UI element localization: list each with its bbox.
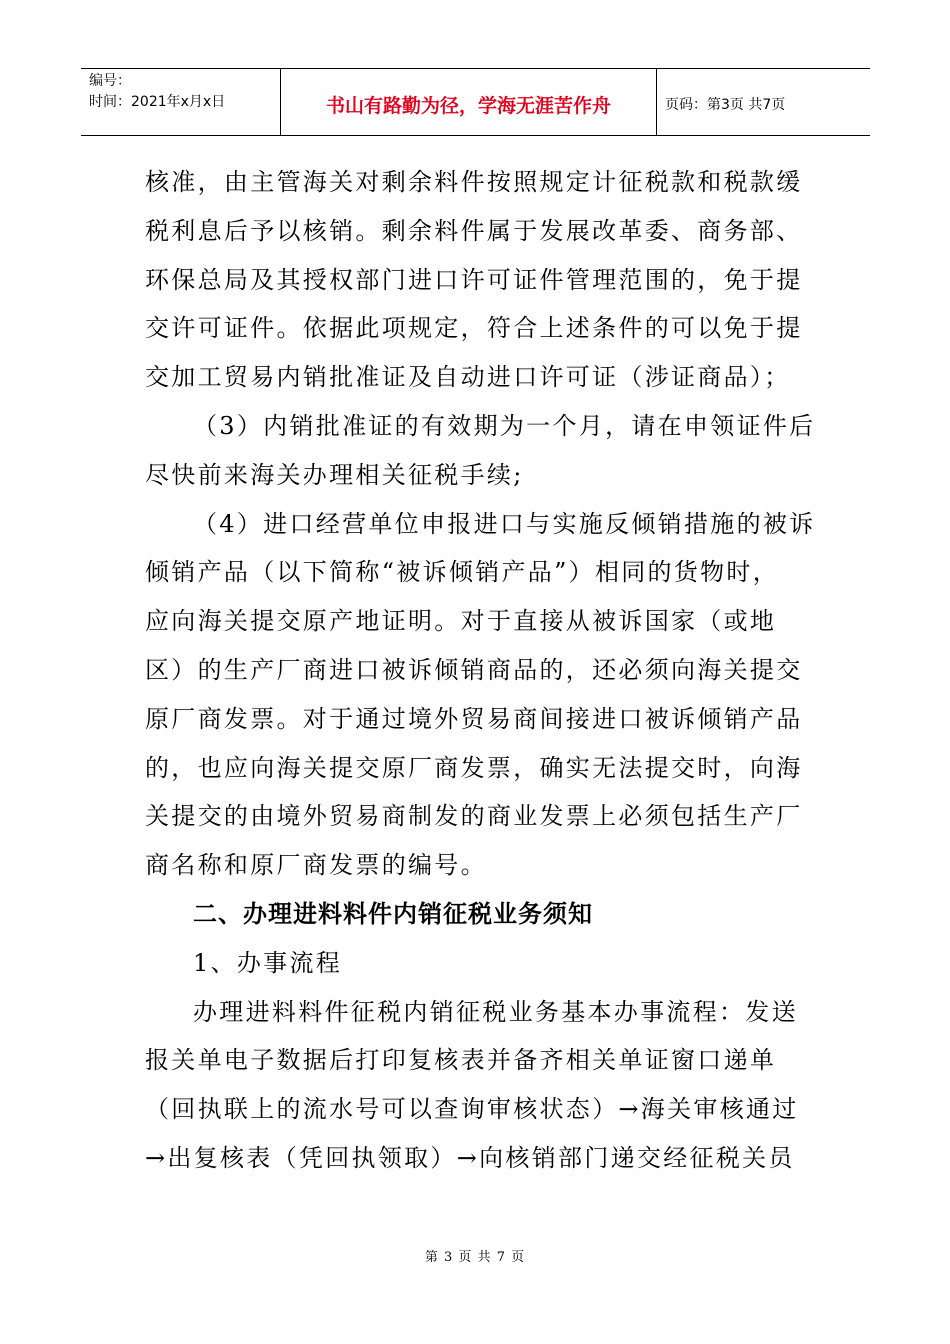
body-line: 尽快前来海关办理相关征税手续; [145, 460, 524, 489]
body-line: （4）进口经营单位申报进口与实施反倾销措施的被诉 [193, 509, 816, 538]
header-page-info: 页码：第3页 共7页 [665, 97, 786, 113]
page-header [81, 68, 870, 136]
body-line: →出复核表（凭回执领取）→向核销部门递交经征税关员 [145, 1143, 795, 1172]
page-footer: 第 3 页 共 7 页 [424, 1250, 526, 1265]
body-line: 报关单电子数据后打印复核表并备齐相关单证窗口递单 [145, 1046, 777, 1075]
body-line: 税利息后予以核销。剩余料件属于发展改革委、商务部、 [145, 216, 803, 245]
body-line: 核准，由主管海关对剩余料件按照规定计征税款和税款缓 [145, 168, 803, 196]
body-line: 商名称和原厂商发票的编号。 [145, 851, 487, 880]
body-line: 原厂商发票。对于通过境外贸易商间接进口被诉倾销产品 [145, 704, 803, 733]
document-time: 时间：2021年x月x日 [89, 94, 226, 110]
subsection-heading: 1、办事流程 [193, 948, 343, 977]
body-line: 环保总局及其授权部门进口许可证件管理范围的，免于提 [145, 265, 803, 294]
section-heading: 二、办理进料料件内销征税业务须知 [193, 899, 593, 928]
body-line: 交加工贸易内销批准证及自动进口许可证（涉证商品）； [145, 363, 791, 392]
body-line: 交许可证件。依据此项规定，符合上述条件的可以免于提 [145, 314, 803, 343]
document-number: 编号： [89, 73, 131, 89]
body-line: 的，也应向海关提交原厂商发票，确实无法提交时，向海 [145, 753, 803, 782]
body-line: 关提交的由境外贸易商制发的商业发票上必须包括生产厂 [145, 802, 803, 831]
document-body [145, 158, 815, 1183]
body-line: 办理进料料件征税内销征税业务基本办事流程：发送 [193, 997, 798, 1026]
header-motto: 书山有路勤为径，学海无涯苦作舟 [281, 69, 657, 135]
body-line: （3）内销批准证的有效期为一个月，请在申领证件后 [193, 411, 816, 440]
header-meta [81, 69, 281, 135]
body-line: （回执联上的流水号可以查询审核状态）→海关审核通过 [145, 1095, 799, 1124]
body-line: 区）的生产厂商进口被诉倾销商品的，还必须向海关提交 [145, 655, 803, 684]
body-line: 应向海关提交原产地证明。对于直接从被诉国家（或地 [145, 607, 777, 636]
body-line: 倾销产品（以下简称“被诉倾销产品”）相同的货物时， [145, 558, 780, 587]
